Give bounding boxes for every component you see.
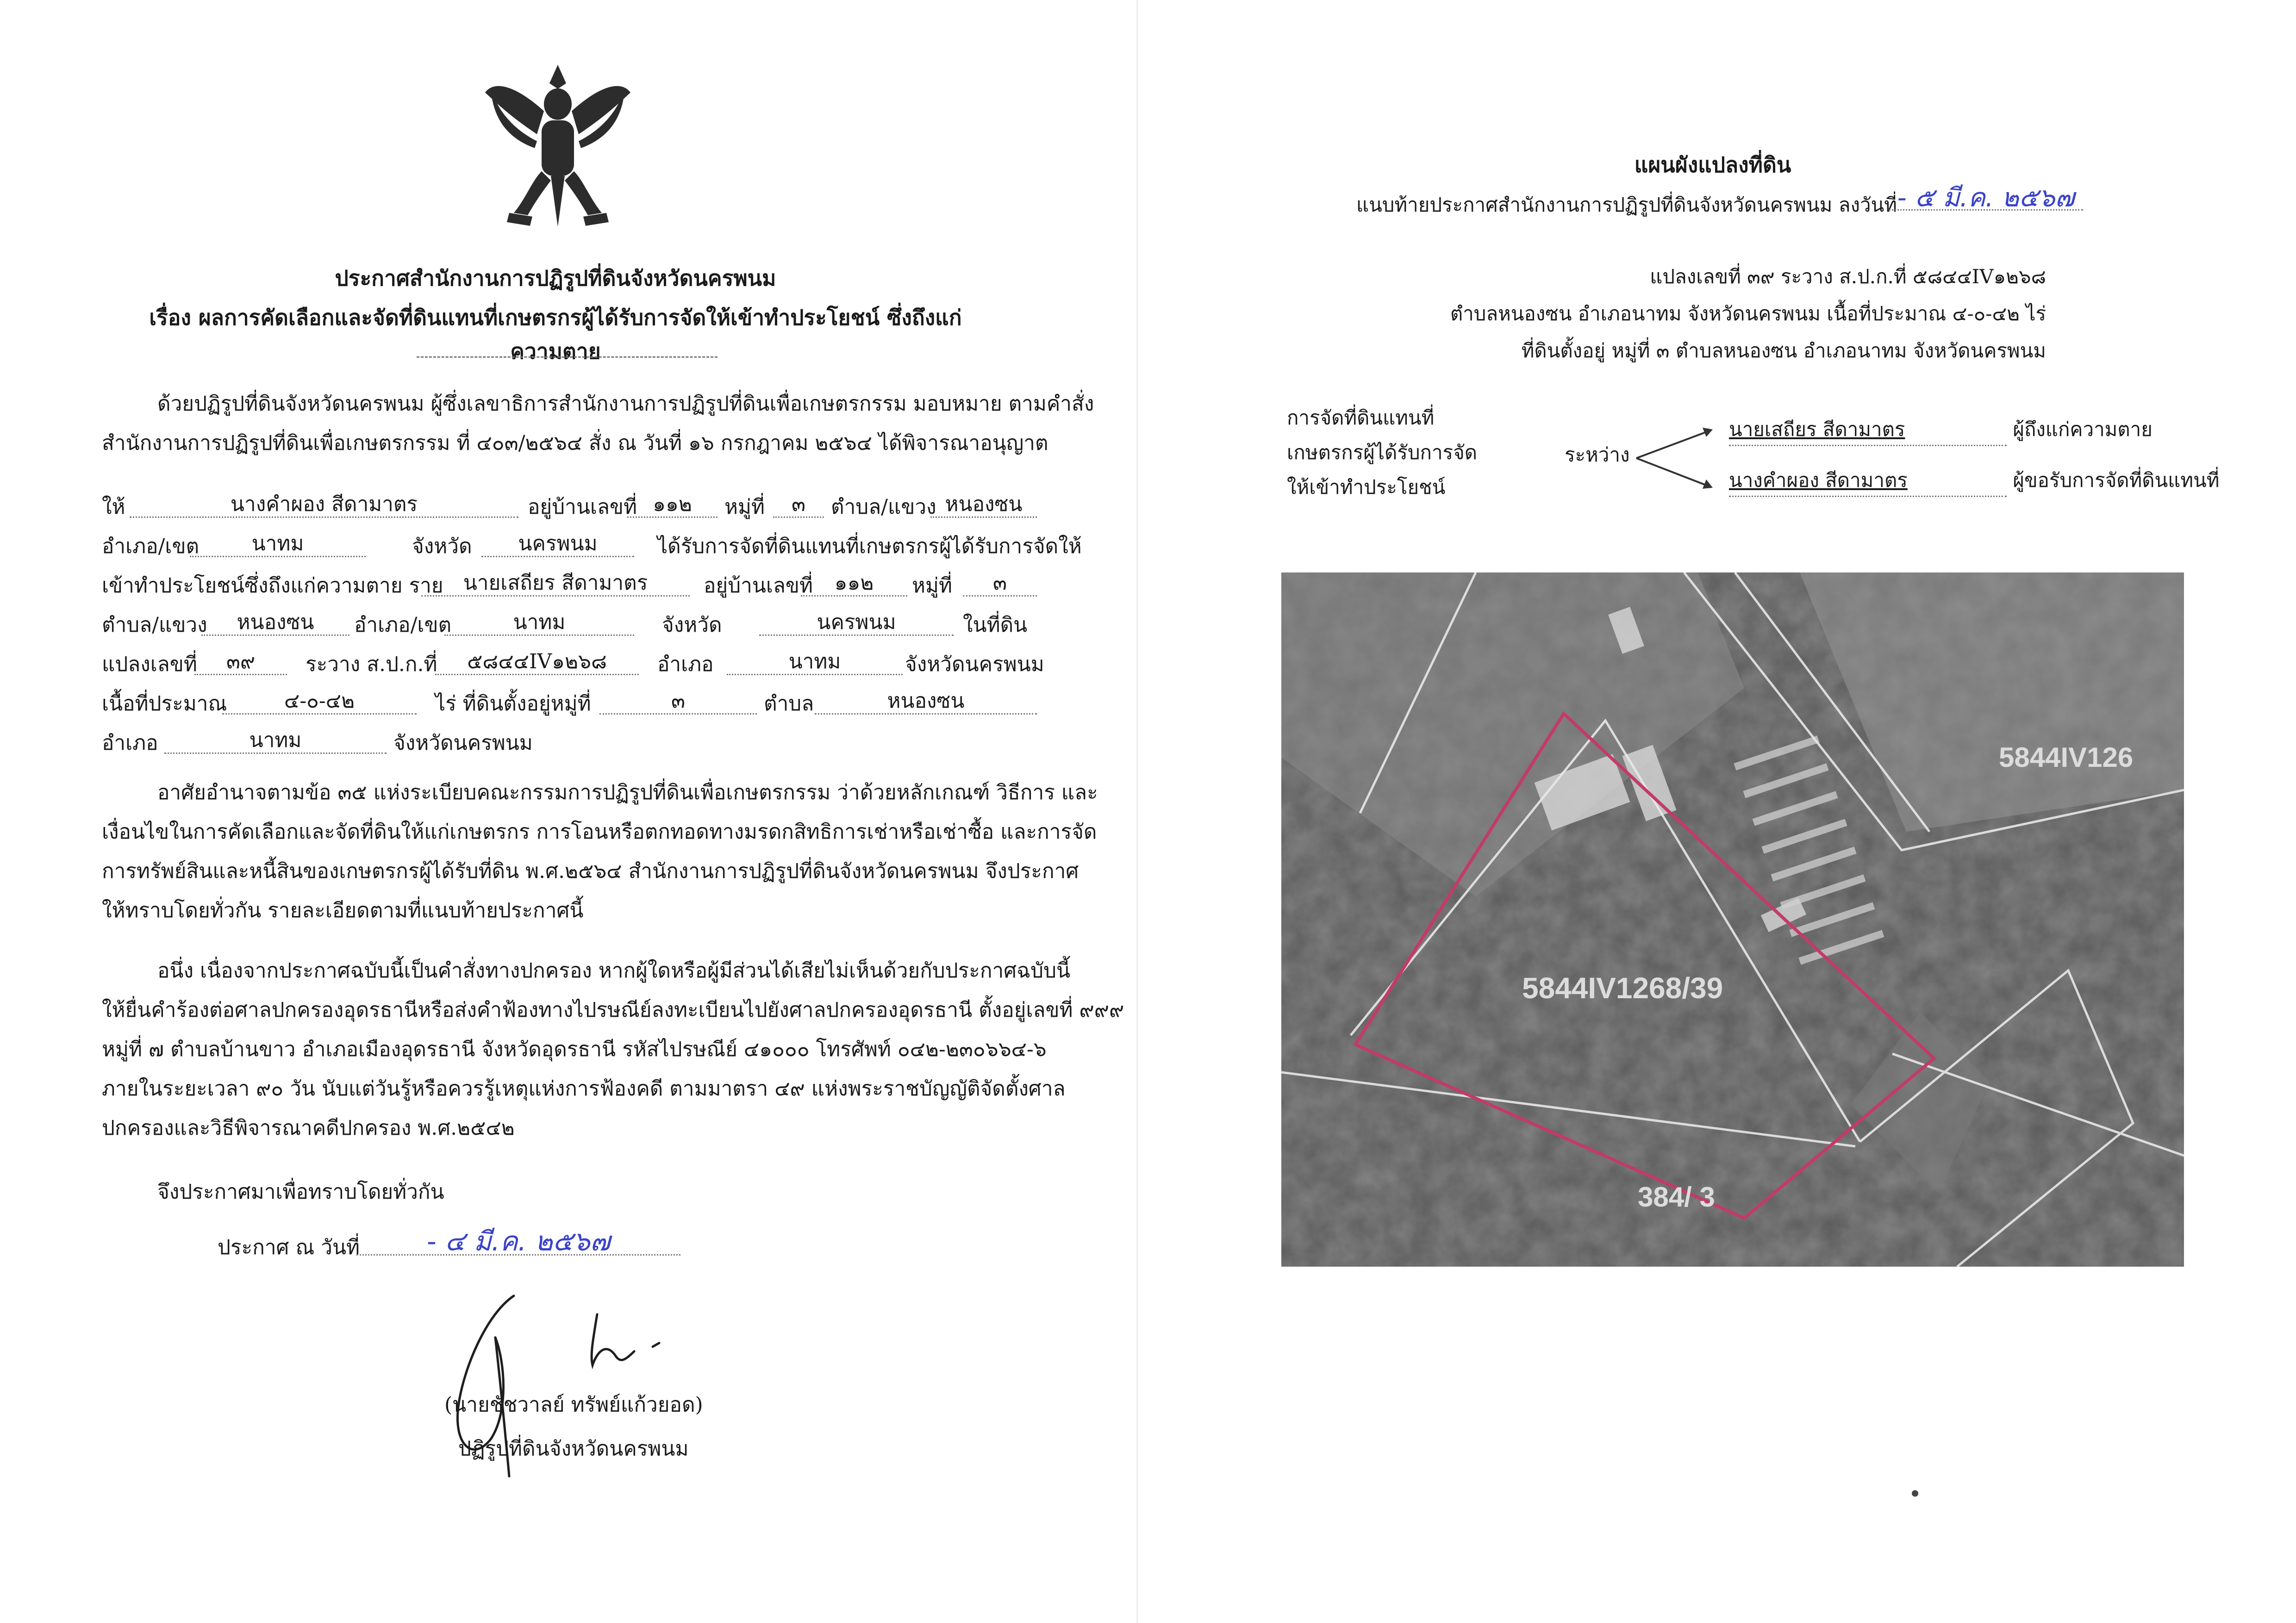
aerial-photo-icon <box>1281 572 2184 1267</box>
plot-no-field: ๓๙ <box>194 645 287 675</box>
authority-paragraph: อาศัยอำนาจตามข้อ ๓๕ แห่งระเบียบคณะกรรมการปฏิรูปที่ดินเพื่อเกษตรกรรม ว่าด้วยหลักเกณฑ์ วิธีการ และ เงื่อนไขในการคัดเลือกและจัดที่ดินให้แก่เกษตรกร การโอนหรือตกทอดทางมรดกสิทธิการเช่าหรือเช่าซื้อ และการจัด การทรัพย์สินและหนี้สินของเกษตรกรผู้ได้รับที่ดิน พ.ศ.๒๕๖๔ สำนักงานการปฏิรูปที่ดินจังหวัดนครพนม จึงประกาศ ให้ทราบโดยทั่วกัน รายละเอียดตามที่แนบท้ายประกาศนี้ <box>102 781 1098 922</box>
plot-map-date-value: - ๕ มี.ค. ๒๕๖๗ <box>1897 183 2075 213</box>
allocation-label-3: ให้เข้าทำประโยชน์ <box>1287 476 1446 498</box>
party-deceased-role: ผู้ถึงแก่ความตาย <box>2013 418 2152 441</box>
party-recipient <box>1729 465 2219 497</box>
garuda-emblem-icon <box>481 60 634 241</box>
tambon-field: หนองซน <box>930 488 1037 518</box>
map-label-edge: 5844IV126 <box>1999 742 2134 773</box>
form-row-area: เนื้อที่ประมาณ ๔-๐-๔๒ ไร่ ที่ดินตั้งอยู่หมู่ที่ ๓ ตำบล หนองซน <box>102 678 1037 721</box>
signer-title: ปฏิรูปที่ดินจังหวัดนครพนม <box>458 1437 689 1461</box>
province-field: นครพนม <box>481 527 634 557</box>
announced-date-value: - ๔ มี.ค. ๒๕๖๗ <box>426 1225 611 1257</box>
party-deceased-name: นายเสถียร สีดามาตร <box>1729 414 2007 446</box>
page-fold <box>1136 0 1138 1623</box>
plot-number-line: แปลงเลขที่ ๓๙ ระวาง ส.ป.ก.ที่ ๕๘๔๔IV๑๒๖๘ <box>1650 265 2046 288</box>
aerial-plot-map <box>1281 572 2184 1267</box>
form-row-amphoe-final: อำเภอ นาทม จังหวัดนครพนม <box>102 717 1037 760</box>
form-row-deceased: เข้าทำประโยชน์ซึ่งถึงแก่ความตาย ราย นายเสถียร สีดามาตร อยู่บ้านเลขที่ ๑๑๒ หมู่ที่ ๓ <box>102 560 1037 603</box>
party-deceased <box>1729 414 2152 446</box>
amphoe-field: นาทม <box>190 527 366 557</box>
amphoe-field-2: นาทม <box>444 606 634 636</box>
moo-field-2: ๓ <box>963 566 1037 597</box>
intro-line-2: สำนักงานการปฏิรูปที่ดินเพื่อเกษตรกรรม ที่ ๔๐๓/๒๕๖๔ สั่ง ณ วันที่ ๑๖ กรกฎาคม ๒๕๖๔ ได้พิจารณาอนุญาต <box>102 431 1048 455</box>
province-field-2: นครพนม <box>759 606 954 636</box>
plot-tambon-line: ตำบลหนองซน อำเภอนาทม จังหวัดนครพนม เนื้อที่ประมาณ ๔-๐-๔๒ ไร่ <box>1450 302 2046 325</box>
house-no-field-2: ๑๑๒ <box>801 566 907 597</box>
plot-location-line: ที่ดินตั้งอยู่ หมู่ที่ ๓ ตำบลหนองซน อำเภอนาทม จังหวัดนครพนม <box>1521 339 2046 362</box>
form-row-plot: แปลงเลขที่ ๓๙ ระวาง ส.ป.ก.ที่ ๕๘๔๔IV๑๒๖๘ อำเภอ นาทม จังหวัดนครพนม <box>102 639 1037 681</box>
map-sheet-field: ๕๘๔๔IV๑๒๖๘ <box>435 645 639 675</box>
deceased-name-field: นายเสถียร สีดามาตร <box>421 566 690 597</box>
party-recipient-name: นางคำผอง สีดามาตร <box>1729 465 2007 497</box>
form-row-location: ตำบล/แขวง หนองซน อำเภอ/เขต นาทม จังหวัด นครพนม ในที่ดิน <box>102 599 1037 642</box>
amphoe-field-4: นาทม <box>164 724 387 754</box>
party-recipient-role: ผู้ขอรับการจัดที่ดินแทนที่ <box>2013 469 2220 491</box>
closing-text: จึงประกาศมาเพื่อทราบโดยทั่วกัน <box>157 1180 444 1204</box>
announced-date <box>356 1219 680 1256</box>
branch-arrows-icon <box>1634 421 1717 495</box>
plot-map-subtitle: แนบท้ายประกาศสำนักงานการปฏิรูปที่ดินจังหวัดนครพนม ลงวันที่ <box>1356 193 1897 216</box>
intro-paragraph <box>102 384 1094 463</box>
announced-label: ประกาศ ณ วันที่ <box>218 1236 360 1259</box>
intro-line-1: ด้วยปฏิรูปที่ดินจังหวัดนครพนม ผู้ซึ่งเลขาธิการสำนักงานการปฏิรูปที่ดินเพื่อเกษตรกรรม มอบหมาย ตามคำสั่ง <box>157 392 1094 416</box>
recipient-name-field: นางคำผอง สีดามาตร <box>130 488 518 518</box>
tambon-field-2: หนองซน <box>201 606 349 636</box>
house-no-field: ๑๑๒ <box>627 488 718 518</box>
heading-office: ประกาศสำนักงานการปฏิรูปที่ดินจังหวัดนครพนม <box>335 266 776 291</box>
signer-name: (นายชัชวาลย์ ทรัพย์แก้วยอด) <box>444 1393 703 1417</box>
form-row-amphoe: อำเภอ/เขต นาทม จังหวัด นครพนม ได้รับการจัดที่ดินแทนที่เกษตรกรผู้ได้รับการจัดให้ <box>102 521 1037 563</box>
moo-field-3: ๓ <box>599 684 757 715</box>
plot-map-date <box>1889 177 2083 211</box>
amphoe-field-3: นาทม <box>727 645 903 675</box>
form-row-recipient: ให้ นางคำผอง สีดามาตร อยู่บ้านเลขที่ ๑๑๒ หมู่ที่ ๓ ตำบล/แขวง หนองซน <box>102 481 1037 524</box>
plot-map-title: แผนผังแปลงที่ดิน <box>1634 152 1791 177</box>
appeal-paragraph: อนึ่ง เนื่องจากประกาศฉบับนี้เป็นคำสั่งทางปกครอง หากผู้ใดหรือผู้มีส่วนได้เสียไม่เห็นด้วยกับประกาศฉบับนี้ ให้ยื่นคำร้องต่อศาลปกครองอุดรธานีหรือส่งคำฟ้องทางไปรษณีย์ลงทะเบียนไปยังศาลปกครองอุดรธานี ตั้งอยู่เลขที่ ๙๙๙ หมู่ที่ ๗ ตำบลบ้านขาว อำเภอเมืองอุดรธานี จังหวัดอุดรธานี รหัสไปรษณีย์ ๔๑๐๐๐ โทรศัพท์ ๐๔๒-๒๓๐๖๖๔-๖ ภายในระยะเวลา ๙๐ วัน นับแต่วันรู้หรือควรรู้เหตุแห่งการฟ้องคดี ตามมาตรา ๔๙ แห่งพระราชบัญญัติจัดตั้งศาล ปกครองและวิธีพิจารณาคดีปกครอง พ.ศ.๒๕๔๒ <box>102 959 1124 1140</box>
map-label-main: 5844IV1268/39 <box>1522 971 1723 1005</box>
area-field: ๔-๐-๔๒ <box>222 684 417 715</box>
allocation-label-2: เกษตรกรผู้ได้รับการจัด <box>1287 441 1477 464</box>
scan-speck <box>1912 1490 1918 1497</box>
between-label: ระหว่าง <box>1565 443 1630 466</box>
map-label-bottom: 384/ 3 <box>1638 1181 1715 1213</box>
moo-field: ๓ <box>773 488 824 518</box>
allocation-label-1: การจัดที่ดินแทนที่ <box>1287 406 1435 429</box>
heading-divider <box>417 356 718 358</box>
tambon-field-3: หนองซน <box>815 684 1037 715</box>
heading-subject: เรื่อง ผลการคัดเลือกและจัดที่ดินแทนที่เกษตรกรผู้ได้รับการจัดให้เข้าทำประโยชน์ ซึ่งถึงแก่ความตาย <box>149 305 962 364</box>
